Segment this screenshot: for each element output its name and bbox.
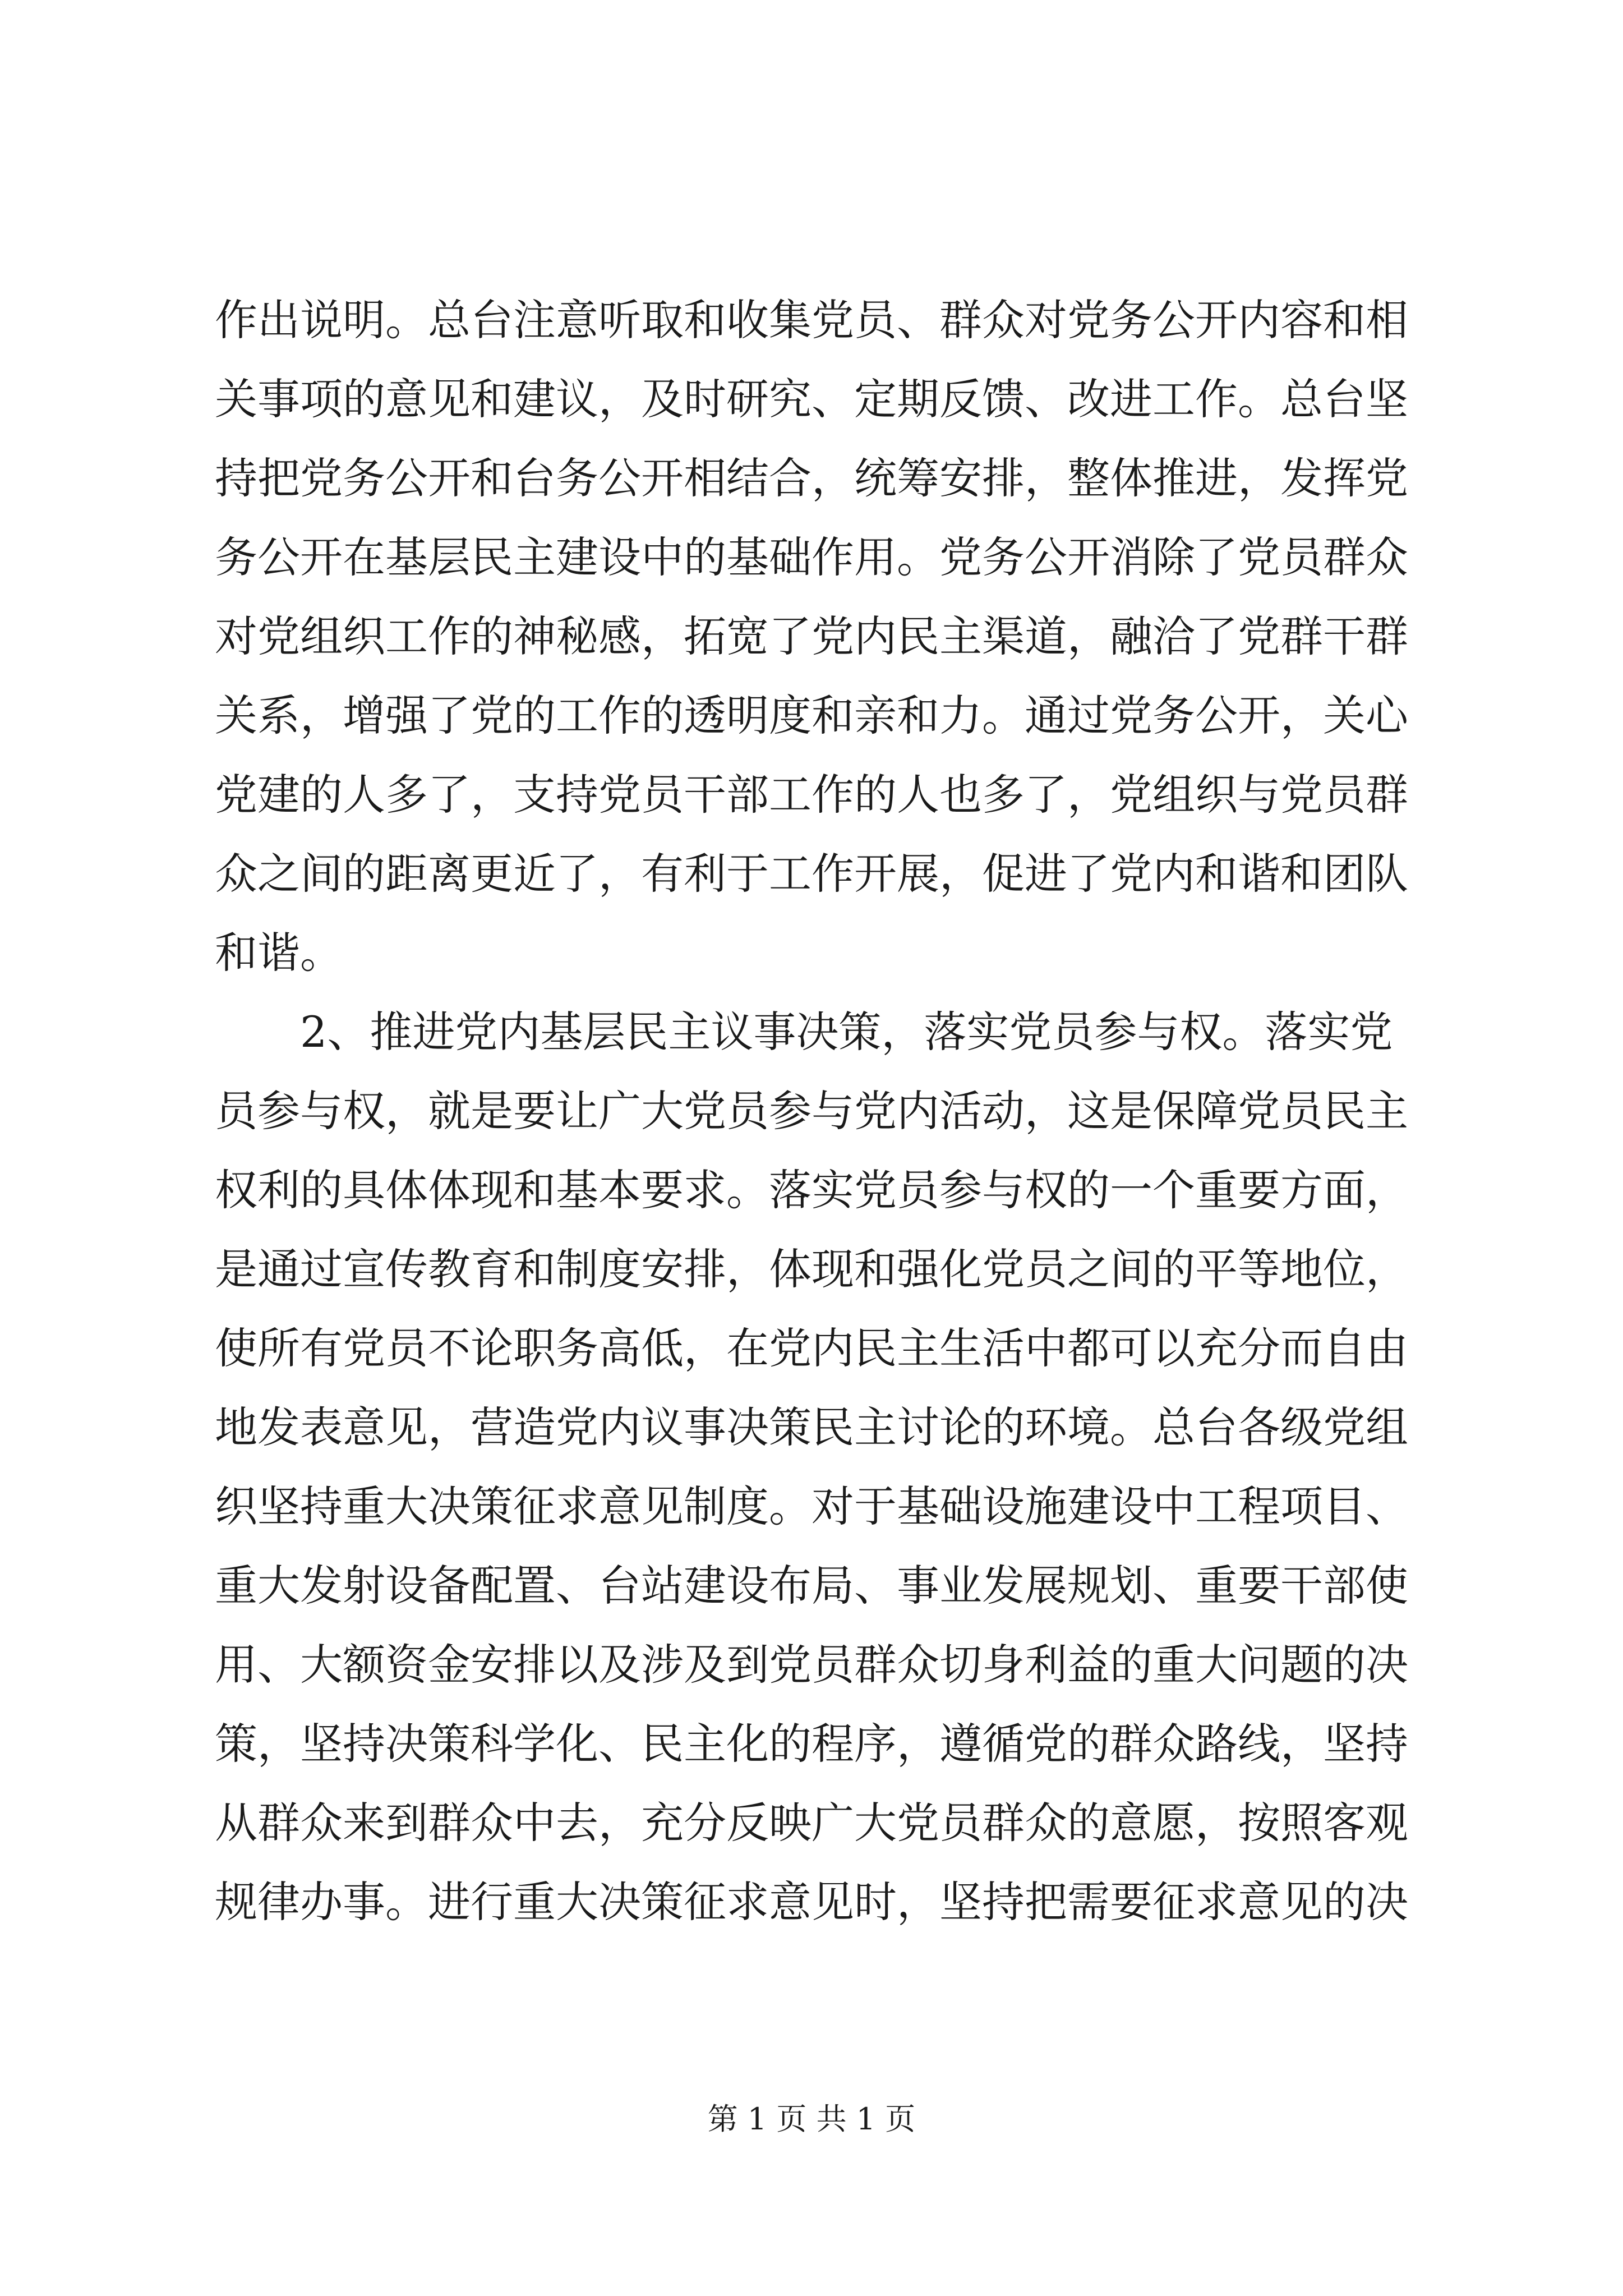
body-text [215, 280, 1409, 1941]
text-line: 地发表意见，营造党内议事决策民主讨论的环境。总台各级党组 [215, 1402, 1408, 1452]
text-line: 从群众来到群众中去，充分反映广大党员群众的意愿，按照客观 [215, 1798, 1408, 1848]
text-line: 众之间的距离更近了，有利于工作开展，促进了党内和谐和团队 [215, 849, 1408, 899]
page-footer [0, 2095, 1623, 2138]
text-line: 关事项的意见和建议，及时研究、定期反馈、改进工作。总台坚 [215, 374, 1408, 424]
text-line: 务公开在基层民主建设中的基础作用。党务公开消除了党员群众 [215, 532, 1408, 582]
page-number-label: 第 1 页 共 1 页 [707, 2101, 916, 2137]
paragraph-start-line: 2、推进党内基层民主议事决策，落实党员参与权。落实党 [300, 1007, 1393, 1057]
text-line: 使所有党员不论职务高低，在党内民主生活中都可以充分而自由 [215, 1323, 1408, 1373]
text-line: 党建的人多了，支持党员干部工作的人也多了，党组织与党员群 [215, 770, 1408, 820]
text-line: 织坚持重大决策征求意见制度。对于基础设施建设中工程项目、 [215, 1481, 1408, 1531]
text-line: 重大发射设备配置、台站建设布局、事业发展规划、重要干部使 [215, 1561, 1408, 1611]
text-line: 策，坚持决策科学化、民主化的程序，遵循党的群众路线，坚持 [215, 1719, 1408, 1769]
text-line: 用、大额资金安排以及涉及到党员群众切身利益的重大问题的决 [215, 1640, 1408, 1690]
text-line: 是通过宣传教育和制度安排，体现和强化党员之间的平等地位， [215, 1244, 1408, 1294]
text-line: 规律办事。进行重大决策征求意见时，坚持把需要征求意见的决 [215, 1877, 1408, 1927]
text-line: 和谐。 [215, 928, 343, 978]
text-line: 权利的具体体现和基本要求。落实党员参与权的一个重要方面， [215, 1165, 1408, 1215]
text-line: 作出说明。总台注意听取和收集党员、群众对党务公开内容和相 [215, 295, 1408, 345]
text-line: 员参与权，就是要让广大党员参与党内活动，这是保障党员民主 [215, 1086, 1408, 1136]
text-line: 对党组织工作的神秘感，拓宽了党内民主渠道，融洽了党群干群 [215, 611, 1408, 661]
text-line: 关系，增强了党的工作的透明度和亲和力。通过党务公开，关心 [215, 691, 1408, 740]
text-line: 持把党务公开和台务公开相结合，统筹安排，整体推进，发挥党 [215, 453, 1408, 503]
